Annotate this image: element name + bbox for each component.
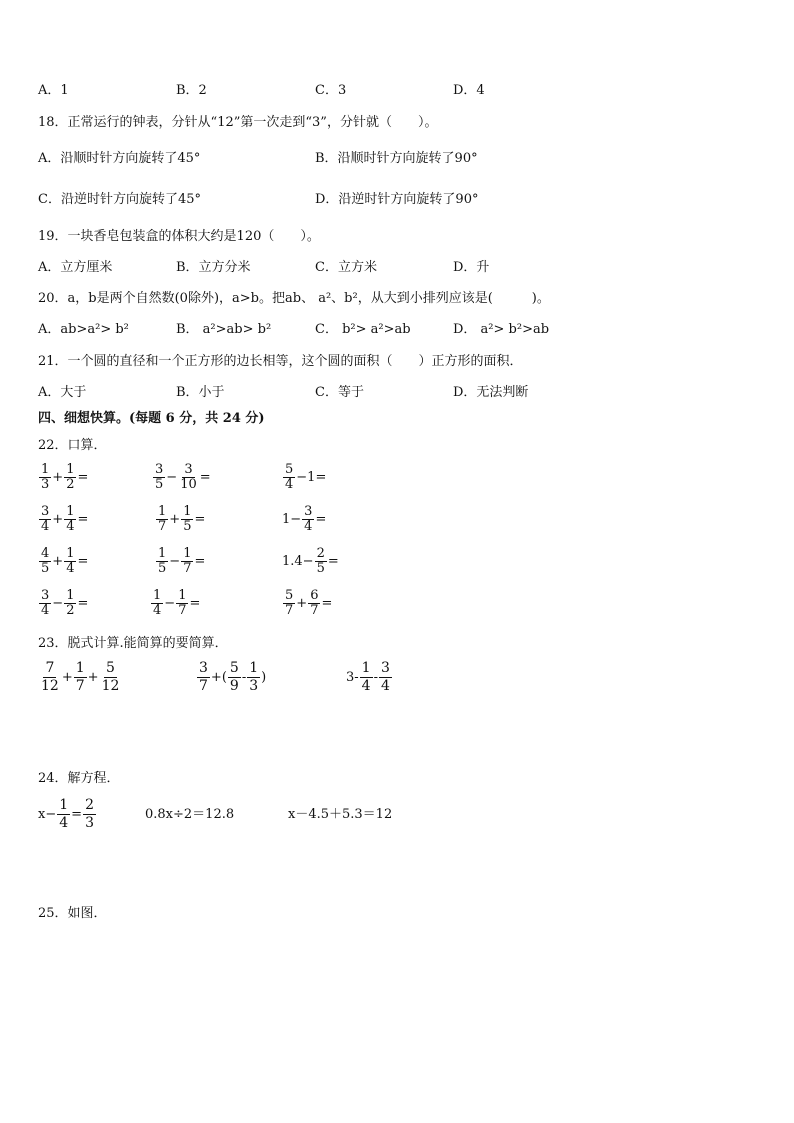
fraction: $\frac{3}{10}$: [180, 462, 197, 492]
q19-option-a: A．立方厘米: [38, 260, 113, 275]
q20-option-b: B． a²>ab> b²: [176, 322, 272, 337]
fraction: $\frac{3}{4}$: [381, 660, 390, 694]
fraction: $\frac{5}{7}$: [285, 588, 294, 618]
fraction: $\frac{1}{4}$: [153, 588, 162, 618]
q24-equation-1: x− $\frac{1}{4}$ = $\frac{2}{3}$: [38, 797, 94, 831]
fraction: $\frac{1}{7}$: [75, 660, 85, 694]
fraction: $\frac{1}{7}$: [183, 546, 192, 576]
fraction: $\frac{3}{4}$: [41, 504, 50, 534]
q22-r2-expr-a: $\frac{3}{4}$ + $\frac{1}{4}$ =: [41, 504, 89, 534]
q22-r3-expr-c: 1.4− $\frac{2}{5}$ =: [282, 546, 339, 576]
q25-stem: 25．如图．: [38, 906, 107, 921]
fraction: $\frac{1}{5}$: [158, 546, 167, 576]
q17-option-a: A．1: [38, 83, 69, 98]
fraction: $\frac{3}{4}$: [304, 504, 313, 534]
section-heading: 四、细想快算。(每题 6 分，共 24 分): [38, 411, 265, 426]
q19-stem: 19．一块香皂包装盒的体积大约是120（ ）。: [38, 229, 320, 244]
fraction: $\frac{1}{4}$: [66, 546, 75, 576]
q18-option-d: D．沿逆时针方向旋转了90°: [315, 192, 479, 207]
q21-option-a: A．大于: [38, 385, 87, 400]
q22-r4-expr-c: $\frac{5}{7}$ + $\frac{6}{7}$ =: [285, 588, 333, 618]
q23-stem: 23．脱式计算.能简算的要简算．: [38, 636, 228, 651]
fraction: $\frac{4}{5}$: [41, 546, 50, 576]
q18-option-a: A．沿顺时针方向旋转了45°: [38, 151, 201, 166]
q22-r2-expr-b: $\frac{1}{7}$ + $\frac{1}{5}$ =: [158, 504, 206, 534]
fraction: $\frac{5}{4}$: [285, 462, 294, 492]
q22-r2-expr-c: 1− $\frac{3}{4}$ =: [282, 504, 327, 534]
q24-stem: 24．解方程．: [38, 771, 120, 786]
q24-equation-2: 0.8x÷2＝12.8: [145, 807, 235, 822]
fraction: $\frac{7}{12}$: [41, 660, 59, 694]
q23-expr-2: $\frac{3}{7}$ +( $\frac{5}{9}$ - $\frac{1}{3}$ ): [199, 660, 267, 694]
fraction: $\frac{5}{9}$: [229, 660, 239, 694]
fraction: $\frac{1}{4}$: [59, 797, 69, 831]
q23-expr-1: $\frac{7}{12}$ + $\frac{1}{7}$ + $\frac{5}{12}$: [41, 660, 120, 694]
fraction: $\frac{1}{4}$: [66, 504, 75, 534]
q22-r3-expr-b: $\frac{1}{5}$ − $\frac{1}{7}$ =: [158, 546, 206, 576]
q19-option-c: C．立方米: [315, 260, 377, 275]
q18-option-b: B．沿顺时针方向旋转了90°: [315, 151, 478, 166]
fraction: $\frac{1}{4}$: [361, 660, 371, 694]
fraction: $\frac{1}{7}$: [158, 504, 167, 534]
fraction: $\frac{6}{7}$: [310, 588, 319, 618]
q21-option-c: C．等于: [315, 385, 364, 400]
fraction: $\frac{1}{3}$: [41, 462, 50, 492]
q19-option-b: B．立方分米: [176, 260, 251, 275]
q21-option-d: D．无法判断: [453, 385, 529, 400]
fraction: $\frac{1}{7}$: [178, 588, 187, 618]
q18-option-c: C．沿逆时针方向旋转了45°: [38, 192, 201, 207]
q17-option-b: B．2: [176, 83, 207, 98]
q22-r4-expr-a: $\frac{3}{4}$ − $\frac{1}{2}$ =: [41, 588, 89, 618]
q24-equation-3: x－4.5＋5.3＝12: [288, 807, 393, 822]
q20-option-c: C． b²> a²>ab: [315, 322, 411, 337]
q22-r1-expr-a: $\frac{1}{3}$ + $\frac{1}{2}$ =: [41, 462, 89, 492]
q20-stem: 20．a，b是两个自然数(0除外)，a>b。把ab、 a²、b²，从大到小排列应该是( )。: [38, 291, 550, 306]
fraction: $\frac{2}{5}$: [316, 546, 325, 576]
fraction: $\frac{1}{3}$: [249, 660, 259, 694]
fraction: $\frac{5}{12}$: [101, 660, 120, 694]
q21-option-b: B．小于: [176, 385, 225, 400]
q17-option-d: D．4: [453, 83, 485, 98]
q22-r3-expr-a: $\frac{4}{5}$ + $\frac{1}{4}$ =: [41, 546, 89, 576]
q20-option-a: A．ab>a²> b²: [38, 322, 129, 337]
q22-r1-expr-b: $\frac{3}{5}$ − $\frac{3}{10}$ =: [155, 462, 211, 492]
fraction: $\frac{2}{3}$: [85, 797, 94, 831]
q17-option-c: C．3: [315, 83, 347, 98]
q21-stem: 21．一个圆的直径和一个正方形的边长相等，这个圆的面积（ ）正方形的面积．: [38, 354, 523, 369]
q22-r4-expr-b: $\frac{1}{4}$ − $\frac{1}{7}$ =: [153, 588, 201, 618]
fraction: $\frac{1}{2}$: [66, 462, 75, 492]
q18-stem: 18．正常运行的钟表，分针从“12”第一次走到“3”，分针就（ ）。: [38, 115, 438, 130]
fraction: $\frac{3}{5}$: [155, 462, 164, 492]
fraction: $\frac{3}{7}$: [199, 660, 208, 694]
q20-option-d: D． a²> b²>ab: [453, 322, 550, 337]
q19-option-d: D．升: [453, 260, 490, 275]
fraction: $\frac{3}{4}$: [41, 588, 50, 618]
q22-r1-expr-c: $\frac{5}{4}$ −1=: [285, 462, 327, 492]
q22-stem: 22．口算．: [38, 438, 107, 453]
fraction: $\frac{1}{2}$: [66, 588, 75, 618]
q23-expr-3: 3- $\frac{1}{4}$ - $\frac{3}{4}$: [346, 660, 390, 694]
fraction: $\frac{1}{5}$: [183, 504, 192, 534]
